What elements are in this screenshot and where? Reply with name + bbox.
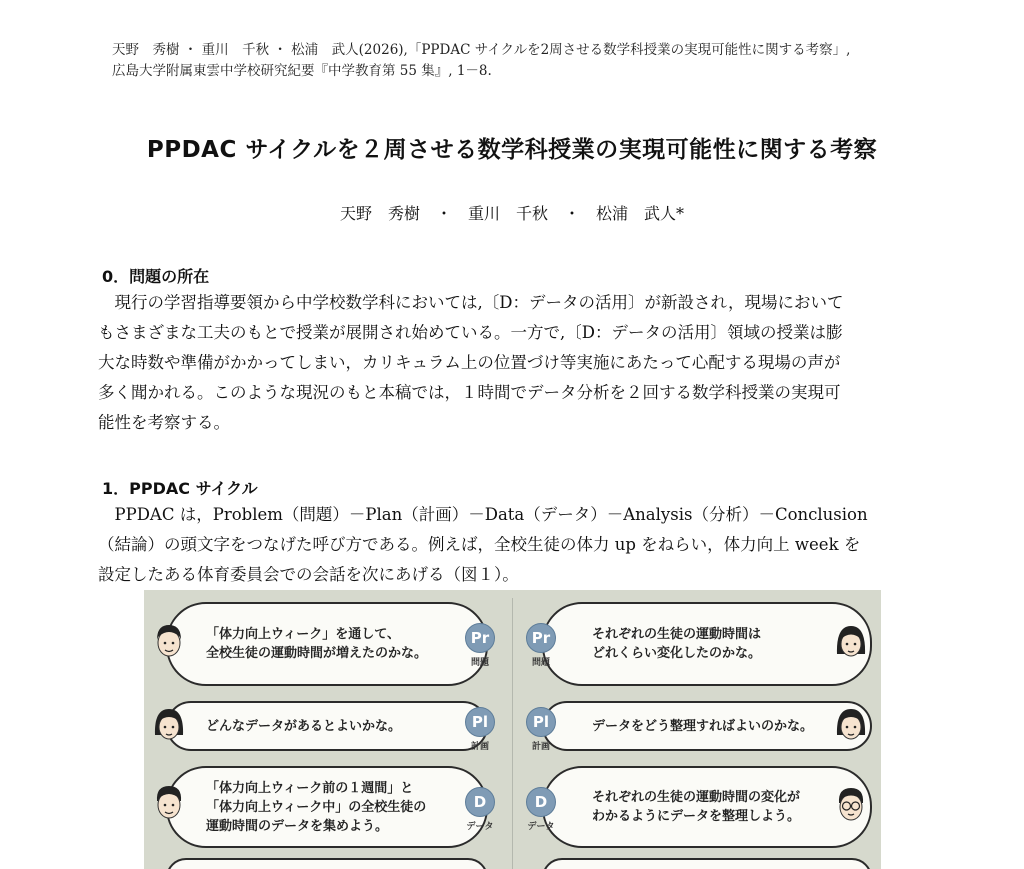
- step-symbol: Pr: [526, 623, 556, 653]
- authors: 天野 秀樹 ・ 重川 千秋 ・ 松浦 武人*: [339, 204, 684, 223]
- citation-line: 広島大学附属東雲中学校研究紀要『中学教育第 55 集』, 1－8.: [112, 63, 492, 79]
- right-bubble-partial: [542, 858, 872, 869]
- step-label: 問題: [470, 658, 489, 668]
- step-label: 計画: [531, 742, 550, 752]
- bubble-text: それぞれの生徒の運動時間の変化が: [592, 790, 801, 805]
- body-line: 大な時数や準備がかかってしまい，カリキュラム上の位置づけ等実施にあたって心配する現場の声が: [98, 353, 841, 372]
- bubble-text: 「体力向上ウィーク」を通して、: [206, 627, 400, 642]
- bubble-text: 全校生徒の運動時間が増えたのかな。: [206, 646, 428, 661]
- step-problem-right: [526, 623, 556, 668]
- step-symbol: Pr: [465, 623, 495, 653]
- left-bubble-plan: [166, 701, 488, 751]
- citation-line: 天野 秀樹 ・ 重川 千秋 ・ 松浦 武人(2026),「PPDAC サイクルを2周させる数学科授業の実現可能性に関する考察」,: [112, 42, 851, 58]
- body-line: 能性を考察する。: [98, 413, 230, 432]
- left-bubble-partial: [166, 858, 488, 869]
- section-1-body: [98, 500, 926, 590]
- figure-1-ppdac-dialogue: [144, 590, 881, 869]
- bubble-text: 運動時間のデータを集めよう。: [206, 818, 389, 834]
- step-data-left: [465, 787, 495, 832]
- right-bubble-plan: [542, 701, 872, 751]
- step-label: 計画: [470, 742, 489, 752]
- body-line: （結論）の頭文字をつなげた呼び方である。例えば，全校生徒の体力 up をねらい，体力向上 week を: [98, 535, 861, 554]
- right-bubble-data: [542, 766, 872, 848]
- center-divider: [512, 598, 513, 869]
- left-bubble-problem: [166, 602, 488, 686]
- step-plan-right: [526, 707, 556, 752]
- section-heading-0: 0．問題の所在: [102, 267, 210, 286]
- paper-title: PPDAC サイクルを２周させる数学科授業の実現可能性に関する考察: [146, 137, 878, 163]
- student-girl-icon: [834, 705, 868, 745]
- bubble-text: どれくらい変化したのかな。: [592, 646, 762, 661]
- step-plan-left: [465, 707, 495, 752]
- step-label: 問題: [531, 658, 550, 668]
- student-boy-icon: [152, 783, 186, 823]
- step-symbol: D: [465, 787, 495, 817]
- bubble-text: データをどう整理すればよいのかな。: [592, 718, 814, 734]
- right-bubble-problem: [542, 602, 872, 686]
- step-label: データ: [527, 822, 555, 832]
- step-problem-left: [465, 623, 495, 668]
- student-glasses-icon: [834, 785, 868, 825]
- body-line: 現行の学習指導要領から中学校数学科においては,〔D：データの活用〕が新設され，現場において: [98, 293, 844, 312]
- step-label: データ: [466, 822, 494, 832]
- left-bubble-data: [166, 766, 488, 848]
- section-0-body: [98, 288, 926, 438]
- step-symbol: D: [526, 787, 556, 817]
- body-line: PPDAC は，Problem（問題）－Plan（計画）－Data（データ）－Analysis（分析）－Conclusion: [98, 505, 868, 524]
- student-boy-icon: [152, 622, 186, 662]
- bubble-text: どんなデータがあるとよいかな。: [206, 718, 402, 734]
- bubble-text: それぞれの生徒の運動時間は: [592, 627, 762, 642]
- bubble-text: わかるようにデータを整理しよう。: [592, 809, 801, 824]
- body-line: 多く聞かれる。このような現況のもと本稿では，１時間でデータ分析を２回する数学科授業の実現可: [98, 383, 841, 402]
- citation: [112, 40, 972, 82]
- step-symbol: Pl: [526, 707, 556, 737]
- body-line: もさまざまな工夫のもとで授業が展開され始めている。一方で,〔D：データの活用〕領域の授業は膨: [98, 323, 843, 342]
- step-data-right: [526, 787, 556, 832]
- section-heading-1: 1．PPDAC サイクル: [102, 479, 258, 498]
- bubble-text: 「体力向上ウィーク中」の全校生徒の: [206, 799, 427, 815]
- body-line: 設定したある体育委員会での会話を次にあげる（図１）。: [98, 565, 519, 584]
- student-girl-icon: [152, 705, 186, 745]
- student-girl-icon: [834, 622, 868, 662]
- bubble-text: 「体力向上ウィーク前の１週間」と: [206, 780, 414, 796]
- step-symbol: Pl: [465, 707, 495, 737]
